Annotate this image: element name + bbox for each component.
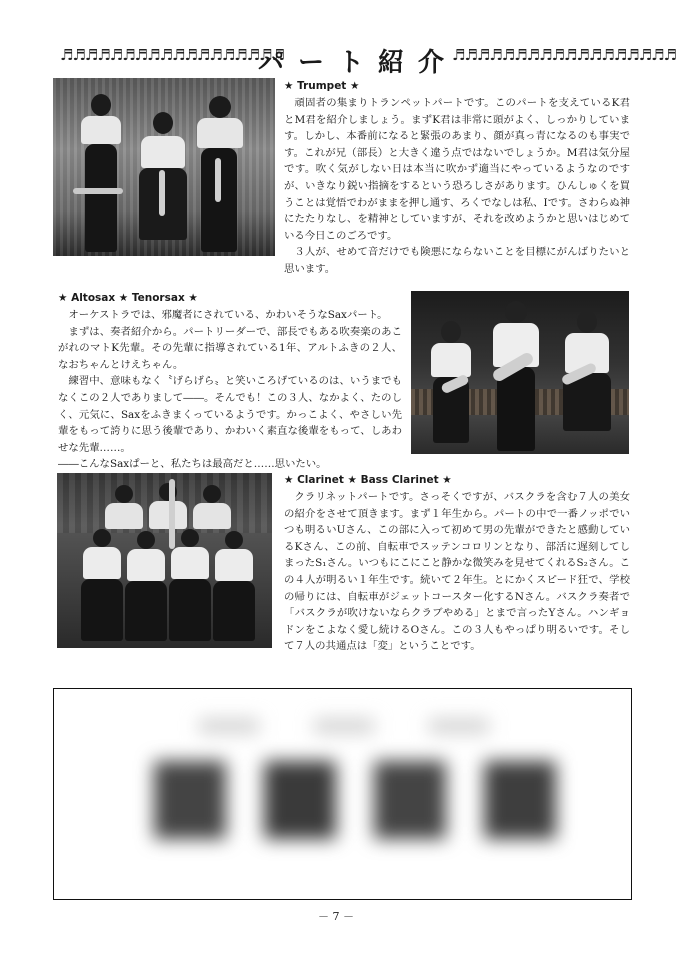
page-title: パート紹介: [258, 48, 459, 78]
clarinet-photo: [57, 473, 272, 648]
sax-paragraph: 練習中、意味もなく〝げらげら〟と笑いころげているのは、いうまでもなくこの２人でありまして――。そんでも！この３人、なかよく、たのしく、元気に、Saxをふきまくっているようです。かっこよく、やさしい先輩をもって誇りに思う後輩であり、かわいく素直な後輩をもって、しあわせな先輩……。: [58, 375, 402, 454]
trumpet-text: [284, 95, 630, 278]
blurred-advertisement: [53, 688, 632, 900]
trumpet-paragraph: ３人が、せめて音だけでも険悪にならないことを目標にがんばりたいと思います。: [284, 246, 630, 275]
sax-photo: [411, 291, 629, 454]
trumpet-heading: ★ Trumpet ★: [284, 80, 360, 92]
clarinet-text: [284, 489, 630, 655]
sax-paragraph: ――こんなSaxぱーと、私たちは最高だと……思いたい。: [58, 458, 327, 471]
music-notes-left-icon: ♬♬♬♬♬♬♬♬♬♬♬♬♬♬♬♬♬♬: [60, 46, 285, 64]
music-notes-right-icon: ♬♬♬♬♬♬♬♬♬♬♬♬♬♬♬♬♬♬: [452, 46, 677, 64]
clarinet-paragraph: クラリネットパートです。さっそくですが、バスクラを含む７人の美女の紹介をさせて頂きます。まず１年生から。パートの中で一番ノッポでいつも明るいUさん、この部に入って初めて男の先輩ができたと感動しているKさん、この前、自転車でスッテンコロリンとなり、部活に遅刻してしまったS₁さん。いつもにこにこと静かな微笑みを見せてくれるS₂さん。この４人が明るい１年生です。続いて２年生。とにかくスピード狂で、学校の帰りには、自転車がジェットコースター化するNさん。バスクラ奏者で「バスクラが吹けないならクラブやめる」とまで言ったYさん。ハンギョドンをこよなく愛し続けるOさん。この３人もやっぱり明るいです。そして７人の共通点は「変」ということです。: [284, 491, 630, 653]
trumpet-photo: [53, 78, 275, 256]
sax-heading: ★ Altosax ★ Tenorsax ★: [58, 292, 198, 304]
page-number: － 7 －: [318, 910, 354, 923]
sax-text: [58, 307, 402, 473]
clarinet-heading: ★ Clarinet ★ Bass Clarinet ★: [284, 474, 452, 486]
sax-paragraph: まずは、奏者紹介から。パートリーダーで、部長でもある吹奏楽のあこがれのマトK先輩。その先輩に指導されている1年、アルトふきの２人、なおちゃんとけえちゃん。: [58, 325, 402, 371]
sax-paragraph: オーケストラでは、邪魔者にされている、かわいそうなSaxパート。: [68, 309, 388, 321]
trumpet-paragraph: 頑固者の集まりトランペットパートです。このパートを支えているK君とM君を紹介しましょう。まずK君は非常に頭がよく、しっかりしています。しかし、本番前になると緊張のあまり、顔が真っ青になるのも事実です。これが兄（部長）と大きく違う点ではないでしょうか。M君は気分屋です。吹く気がしない日は本当に吹かず適当にやっているようなのですが、いきなり鋭い指摘をするという恐ろしさがあります。ひんしゅくを買うことは覚悟でわがままを押し通す、ろくでなしは私、Iです。さわらぬ神にたたりなし、を精神としていますが、それを改めようかと思いはじめている今日このごろです。: [284, 97, 630, 242]
